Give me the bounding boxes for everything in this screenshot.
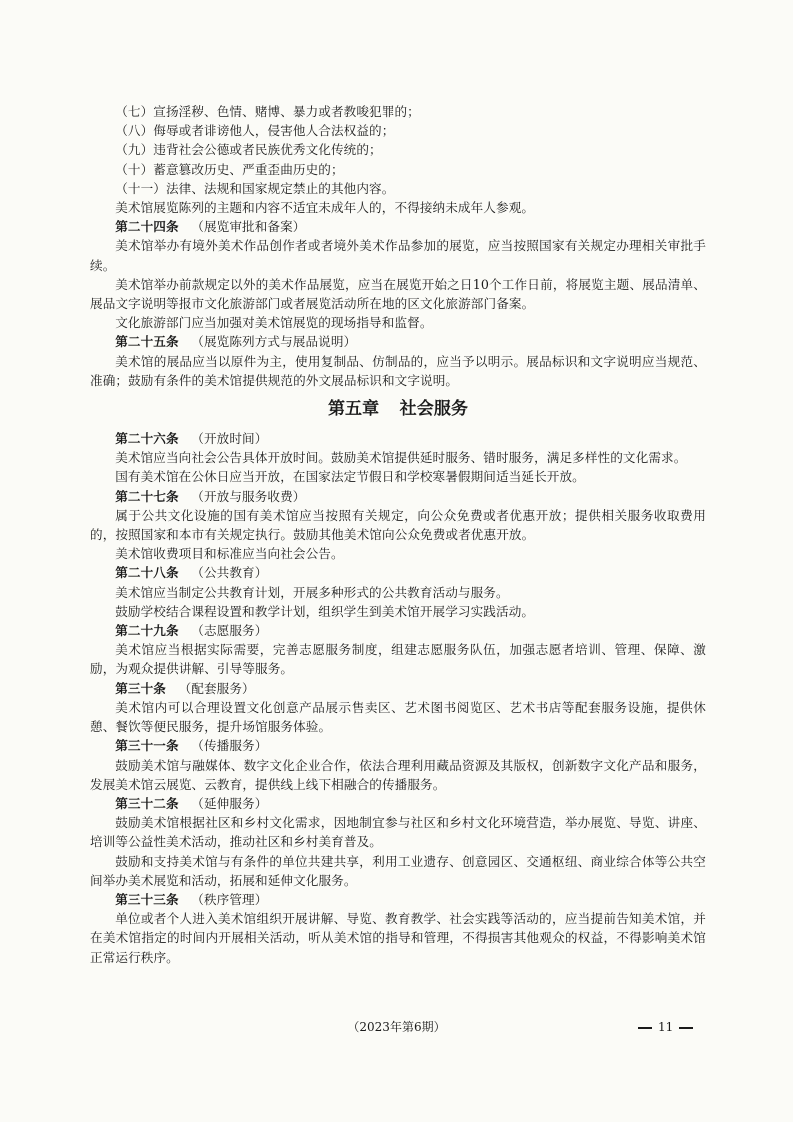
chapter-title: 社会服务 [399, 399, 469, 420]
list-item: （八）侮辱或者诽谤他人，侵害他人合法权益的； [115, 123, 395, 139]
paragraph: 美术馆的展品应当以原件为主，使用复制品、仿制品的，应当予以明示。展品标识和文字说明应当规范、准确；鼓励有条件的美术馆提供规范的外文展品标识和文字说明。 [90, 353, 706, 388]
article-heading-26 [90, 429, 706, 448]
page-number [632, 1017, 699, 1037]
paragraph: 美术馆收费项目和标准应当向社会公告。 [115, 546, 344, 562]
article-title: （开放时间） [191, 431, 268, 447]
list-item: （十）蓄意篡改历史、严重歪曲历史的； [115, 161, 344, 177]
article-number: 第三十一条 [115, 738, 179, 754]
article-number: 第三十二条 [115, 795, 179, 811]
paragraph: 属于公共文化设施的国有美术馆应当按照有关规定，向公众免费或者优惠开放；提供相关服务收取费用的，按照国家和本市有关规定执行。鼓励其他美术馆向公众免费或者优惠开放。 [90, 507, 706, 543]
paragraph: 单位或者个人进入美术馆组织开展讲解、导览、教育教学、社会实践等活动的，应当提前告知美术馆，并在美术馆指定的时间内开展相关活动，听从美术馆的指导和管理，不得损害其他观众的权益，不得影响美术馆正常运行秩序。 [90, 911, 706, 965]
paragraph: 美术馆应当根据实际需要，完善志愿服务制度，组建志愿服务队伍，加强志愿者培训、管理、保障、激励，为观众提供讲解、引导等服务。 [90, 642, 706, 677]
article-heading-32 [90, 794, 706, 813]
article-heading-33 [90, 890, 706, 909]
chapter-number: 第五章 [327, 399, 380, 420]
article-title: （秩序管理） [191, 891, 268, 907]
article-title: （展览陈列方式与展品说明） [191, 334, 357, 350]
dash-right [679, 1027, 693, 1029]
page-number-value: 11 [658, 1020, 674, 1034]
paragraph: 美术馆应当向社会公告具体开放时间。鼓励美术馆提供延时服务、错时服务，满足多样性的文化需求。 [115, 450, 687, 466]
article-heading-27 [90, 487, 706, 506]
article-heading-28 [90, 563, 706, 582]
article-number: 第二十四条 [115, 219, 179, 235]
paragraph: 鼓励学校结合课程设置和教学计划，组织学生到美术馆开展学习实践活动。 [115, 603, 535, 619]
page-footer [0, 1017, 793, 1037]
article-title: （开放与服务收费） [191, 488, 306, 504]
article-number: 第二十五条 [115, 334, 179, 350]
article-number: 第二十八条 [115, 565, 179, 581]
paragraph: 鼓励美术馆根据社区和乡村文化需求，因地制宜参与社区和乡村文化环境营造，举办展览、导览、讲座、培训等公益性美术活动，推动社区和乡村美育普及。 [90, 815, 706, 850]
article-heading-24 [90, 217, 706, 236]
issue-label: （2023年第6期） [347, 1020, 446, 1034]
list-item: （十一）法律、法规和国家规定禁止的其他内容。 [115, 180, 395, 196]
article-heading-30 [90, 679, 706, 698]
paragraph: 鼓励和支持美术馆与有条件的单位共建共享，利用工业遗存、创意园区、交通枢纽、商业综合体等公共空间举办美术展览和活动，拓展和延伸文化服务。 [90, 853, 706, 888]
article-heading-25 [90, 332, 706, 351]
paragraph: 国有美术馆在公休日应当开放，在国家法定节假日和学校寒暑假期间适当延长开放。 [115, 469, 585, 485]
paragraph: 文化旅游部门应当加强对美术馆展览的现场指导和监督。 [115, 315, 433, 331]
paragraph: 美术馆举办有境外美术作品创作者或者境外美术作品参加的展览，应当按照国家有关规定办理相关审批手续。 [90, 238, 706, 273]
paragraph: 美术馆内可以合理设置文化创意产品展示售卖区、艺术图书阅览区、艺术书店等配套服务设施，提供休憩、餐饮等便民服务，提升场馆服务体验。 [90, 699, 706, 735]
chapter-heading [90, 396, 706, 422]
article-title: （延伸服务） [191, 795, 268, 811]
article-title: （志愿服务） [191, 623, 268, 639]
article-number: 第二十七条 [115, 488, 179, 504]
article-number: 第三十条 [115, 680, 166, 696]
paragraph: 美术馆举办前款规定以外的美术作品展览，应当在展览开始之日10个工作日前，将展览主题、展品清单、展品文字说明等报市文化旅游部门或者展览活动所在地的区文化旅游部门备案。 [90, 276, 706, 312]
paragraph: 美术馆应当制定公共教育计划，开展多种形式的公共教育活动与服务。 [115, 584, 509, 600]
article-title: （展览审批和备案） [191, 219, 306, 235]
article-number: 第二十六条 [115, 431, 179, 447]
article-title: （传播服务） [191, 738, 268, 754]
list-item: （九）违背社会公德或者民族优秀文化传统的； [115, 142, 382, 158]
document-body [90, 102, 706, 967]
article-title: （配套服务） [178, 680, 255, 696]
article-number: 第二十九条 [115, 623, 179, 639]
article-title: （公共教育） [191, 565, 268, 581]
article-heading-31 [90, 736, 706, 755]
paragraph: 鼓励美术馆与融媒体、数字文化企业合作，依法合理利用藏品资源及其版权，创新数字文化产品和服务，发展美术馆云展览、云教育，提供线上线下相融合的传播服务。 [90, 757, 706, 792]
dash-left [638, 1027, 652, 1029]
article-number: 第三十三条 [115, 891, 179, 907]
paragraph: 美术馆展览陈列的主题和内容不适宜未成年人的，不得接纳未成年人参观。 [115, 200, 535, 216]
list-item: （七）宣扬淫秽、色情、赌博、暴力或者教唆犯罪的； [115, 104, 420, 119]
article-heading-29 [90, 621, 706, 640]
